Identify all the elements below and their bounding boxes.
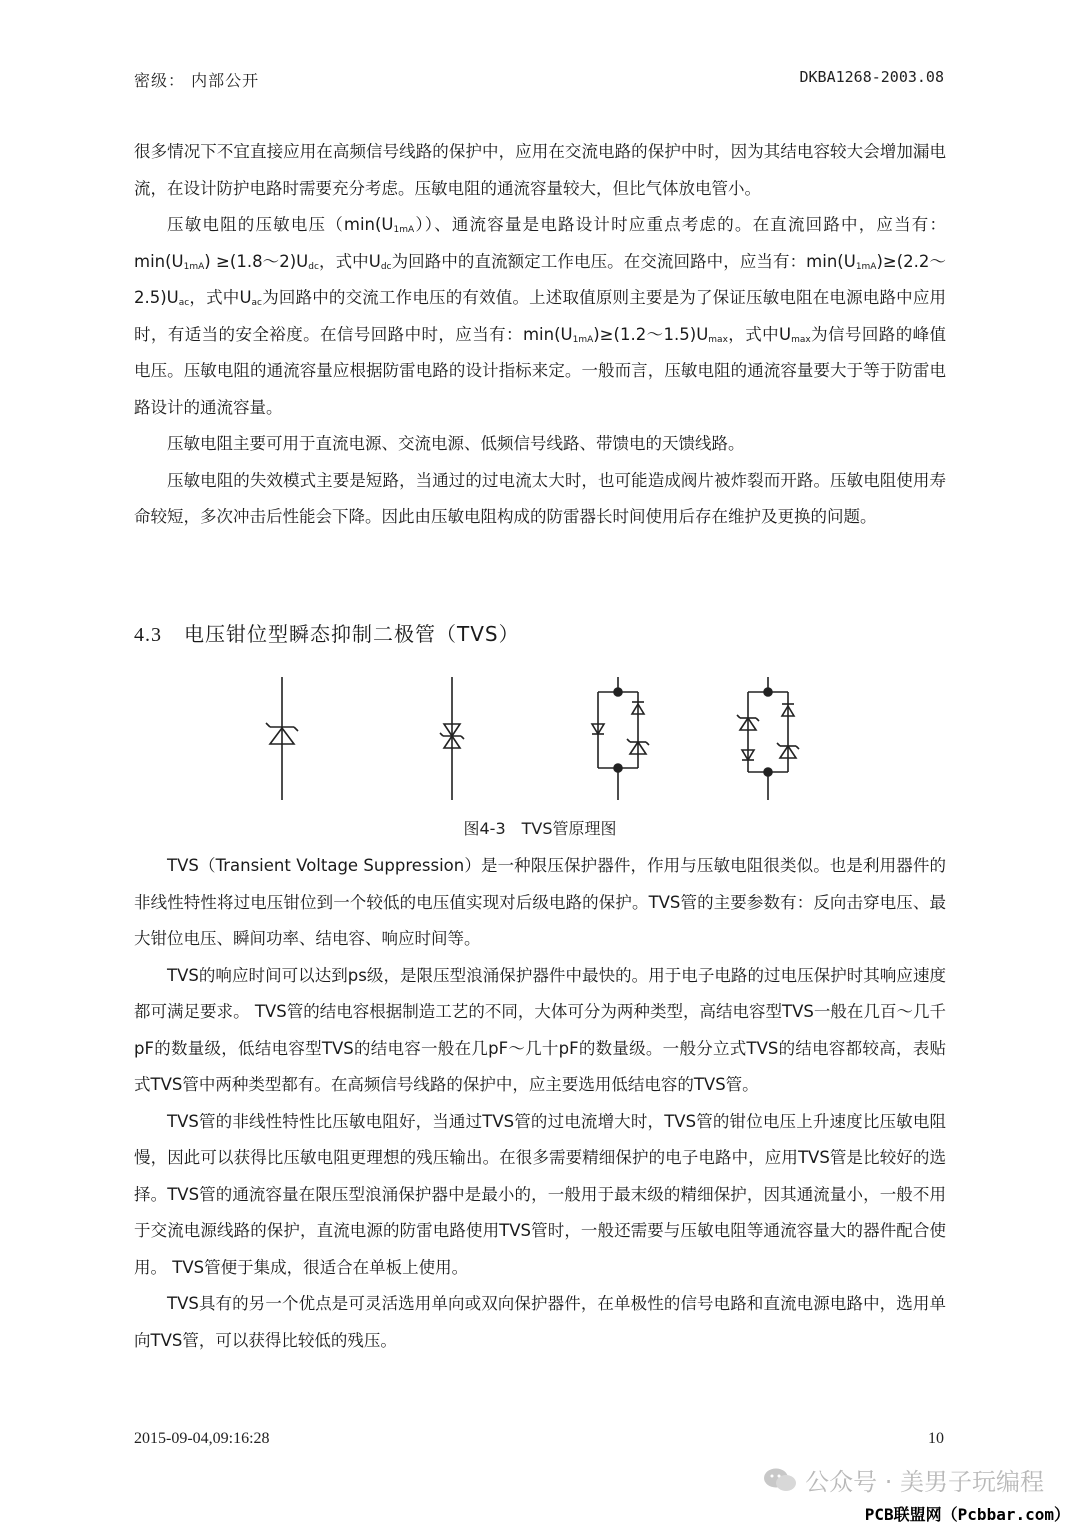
tvs-schematic-figure — [240, 672, 840, 807]
wechat-icon — [763, 1467, 797, 1493]
paragraph-2: 压敏电阻的压敏电压$(\min(U_{1mA}))$、通流容量是电路设计时应重点考虑的。在直流回路中，应当有：$\min(U_{1mA})$ $\ge(1.8\sim 2)U_{dc}$，式中$U_{dc}$为回路中的直流额定工作电压。在交流回路中，应当有：$\min(U_{1mA})\ge(2.2\sim 2.5)U_{ac}$，式中$U_{ac}$为回路中的交流工作电压的有效值。上述取值原则主要是为了保证压敏电阻在电源电路中应用时，有适当的安全裕度。在信号回路中时，应当有：$\min(U_{1mA})\ge(1.2\sim 1.5)U_{max}$，式中$U_{max}$为信号回路的峰值电压。压敏电阻的通流容量应根据防雷电路的设计指标来定。一般而言，压敏电阻的通流容量要大于等于防雷电路设计的通流容量。 — [134, 215, 947, 417]
section-heading — [134, 618, 520, 647]
document-number: DKBA1268-2003.08 — [799, 68, 944, 86]
paragraph-3: 压敏电阻主要可用于直流电源、交流电源、低频信号线路、带馈电的天馈线路。 — [167, 434, 745, 453]
watermark-text: 公众号 · 美男子玩编程 — [805, 1468, 1044, 1496]
full-bridge-tvs-symbol — [737, 677, 799, 800]
lower-body-text — [134, 848, 946, 1359]
section-number: 4.3 — [134, 624, 162, 646]
unidirectional-tvs-symbol — [266, 677, 298, 800]
classification-label: 密级： 内部公开 — [134, 71, 260, 90]
upper-body-text — [134, 134, 946, 536]
paragraph-5: TVS（Transient Voltage Suppression）是一种限压保护器件，作用与压敏电阻很类似。也是利用器件的非线性特性将过电压钳位到一个较低的电压值实现对后级电路的保护。TVS管的主要参数有：反向击穿电压、最大钳位电压、瞬间功率、结电容、响应时间等。 — [134, 856, 946, 948]
paragraph-4: 压敏电阻的失效模式主要是短路，当通过的过电流太大时，也可能造成阀片被炸裂而开路。压敏电阻使用寿命较短，多次冲击后性能会下降。因此由压敏电阻构成的防雷器长时间使用后存在维护及更换的问题。 — [134, 470, 946, 526]
watermark — [763, 1462, 1044, 1497]
pcb-badge: PCB联盟网（Pcbbar.com） — [855, 1498, 1080, 1531]
paragraph-7: TVS管的非线性特性比压敏电阻好，当通过TVS管的过电流增大时，TVS管的钳位电压上升速度比压敏电阻慢，因此可以获得比压敏电阻更理想的残压输出。在很多需要精细保护的电子电路中，应用TVS管是比较好的选择。TVS管的通流容量在限压型浪涌保护器中是最小的，一般用于最末级的精细保护，因其通流量小，一般不用于交流电源线路的保护，直流电源的防雷电路使用TVS管时，一般还需要与压敏电阻等通流容量大的器件配合使用。 TVS管便于集成，很适合在单板上使用。 — [134, 1111, 946, 1277]
bridge-tvs-symbol — [592, 677, 649, 800]
page-number: 10 — [928, 1430, 944, 1447]
section-title: 电压钳位型瞬态抑制二极管（TVS） — [184, 622, 520, 646]
paragraph-6: TVS的响应时间可以达到ps级，是限压型浪涌保护器件中最快的。用于电子电路的过电压保护时其响应速度都可满足要求。 TVS管的结电容根据制造工艺的不同，大体可分为两种类型，高结电容型TVS一般在几百～几千pF的数量级，低结电容型TVS的结电容一般在几pF～几十pF的数量级。一般分立式TVS的结电容都较高，表贴式TVS管中两种类型都有。在高频信号线路的保护中，应主要选用低结电容的TVS管。 — [134, 965, 946, 1094]
figure-caption: 图4-3 TVS管原理图 — [463, 819, 617, 838]
paragraph-8: TVS具有的另一个优点是可灵活选用单向或双向保护器件，在单极性的信号电路和直流电源电路中，选用单向TVS管，可以获得比较低的残压。 — [134, 1294, 946, 1350]
bidirectional-tvs-symbol — [440, 677, 464, 800]
paragraph-1: 很多情况下不宜直接应用在高频信号线路的保护中，应用在交流电路的保护中时，因为其结电容较大会增加漏电流，在设计防护电路时需要充分考虑。压敏电阻的通流容量较大，但比气体放电管小。 — [134, 142, 946, 198]
footer-timestamp: 2015-09-04,09:16:28 — [134, 1430, 270, 1447]
